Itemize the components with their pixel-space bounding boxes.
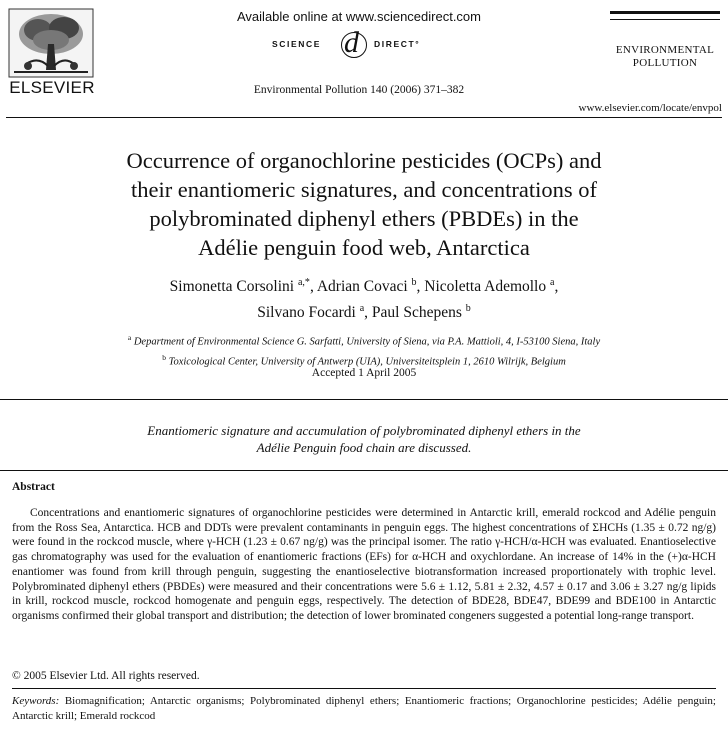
highlight-line: Adélie Penguin food chain are discussed. [256, 440, 472, 455]
tree-emblem-icon [8, 8, 94, 78]
highlight-top-divider [0, 399, 728, 400]
author-affiliation-marker[interactable]: a,* [297, 277, 310, 288]
journal-rule-thin [610, 19, 720, 20]
author-name[interactable]: Silvano Focardi [257, 304, 356, 322]
author-name[interactable]: Adrian Covaci [316, 278, 408, 296]
copyright-notice: © 2005 Elsevier Ltd. All rights reserved. [12, 670, 200, 682]
available-online-link[interactable]: Available online at www.sciencedirect.com [237, 9, 481, 24]
affiliation-item [30, 330, 698, 350]
journal-citation: Environmental Pollution 140 (2006) 371–382 [253, 84, 465, 96]
sd-logo-right-text: DIRECT° [374, 39, 421, 49]
title-line: Occurrence of organochlorine pesticides (OCPs) and [126, 148, 602, 173]
abstract-body: Concentrations and enantiomeric signatures of organochlorine pesticides were determined in Antarctic krill, emerald rockcod and Adélie penguin from the Ross Sea, Antarctica. HCB and DDTs were prevalent contaminants in penguin eggs. The highest concentrations of ΣHCHs (1.35 ± 0.72 ng/g) were found in the rockcod muscle, where γ-HCH (1.23 ± 0.67 ng/g) was the principal isomer. The ratio γ-HCH/α-HCH was evaluated. Enantioselective gas chromatography was used for the evaluation of enantiomeric fractions (EFs) for α-HCH and oxychlordane. An increase of 14% in the (+)α-HCH enantiomer was found from krill through penguin, suggesting the enantioselective biotransformation increased proportionately with trophic level. Polybrominated diphenyl ethers (PBDEs) were measured and their concentrations were 5.6 ± 1.12, 5.81 ± 2.32, 4.57 ± 0.17 and 3.06 ± 3.27 ng/g lipids in krill, rockcod muscle, rockcod homogenate and penguin eggs, respectively. The detection of BDE28, BDE47, BDE99 and BDE100 in Antarctic organisms confirmed their global transport and distribution; the detection of lower brominated congeners suggested a potential long-range transport. [12, 507, 716, 622]
affiliation-text: Department of Environmental Science G. Sarfatti, University of Siena, via P.A. Mattioli, 4, I-53100 Siena, Italy [133, 336, 601, 348]
highlight-bottom-divider [0, 470, 728, 471]
author-line [40, 272, 688, 298]
title-line: polybrominated diphenyl ethers (PBDEs) in the [149, 206, 579, 231]
author-separator: , [309, 278, 317, 296]
author-affiliation-marker[interactable]: b [465, 303, 471, 315]
highlight-line: Enantiomeric signature and accumulation of polybrominated diphenyl ethers in the [147, 423, 581, 438]
author-separator: , [416, 278, 425, 296]
publisher-name: ELSEVIER [9, 78, 95, 97]
author-name[interactable]: Simonetta Corsolini [169, 278, 295, 296]
journal-rule-thick [610, 11, 720, 14]
author-separator: , [554, 278, 559, 296]
journal-url-link[interactable]: www.elsevier.com/locate/envpol [578, 102, 722, 114]
abstract-heading: Abstract [12, 481, 55, 493]
author-affiliation-marker[interactable]: a [550, 277, 555, 288]
journal-name-line: ENVIRONMENTAL [615, 44, 715, 56]
author-separator: , [364, 304, 372, 322]
title-line: Adélie penguin food web, Antarctica [198, 235, 530, 260]
sd-logo-left-text: SCIENCE [272, 39, 321, 49]
author-affiliation-marker[interactable]: b [411, 277, 417, 288]
keywords-label: Keywords: [12, 695, 60, 707]
title-line: their enantiomeric signatures, and concentrations of [130, 177, 598, 202]
affiliation-marker: b [162, 352, 166, 362]
header-divider [6, 117, 722, 118]
author-affiliation-marker[interactable]: a [359, 303, 365, 315]
affiliations [30, 330, 698, 369]
article-title [40, 146, 688, 262]
sd-logo-mark: d [344, 26, 359, 59]
keywords-text: Biomagnification; Antarctic organisms; Polybrominated diphenyl ethers; Enantiomeric fractions; Organochlorine pesticides; Adélie penguin; Antarctic krill; Emerald rockcod [12, 695, 716, 722]
keywords [12, 694, 716, 723]
affiliation-marker: a [127, 333, 132, 342]
accepted-date: Accepted 1 April 2005 [311, 367, 417, 379]
author-list [40, 272, 688, 324]
journal-name-line: POLLUTION [632, 57, 698, 69]
author-name[interactable]: Paul Schepens [371, 304, 462, 322]
author-name[interactable]: Nicoletta Ademollo [424, 278, 547, 296]
keywords-divider [12, 688, 716, 689]
sciencedirect-logo [246, 26, 486, 60]
affiliation-text: Toxicological Center, University of Antwerp (UIA), Universiteitsplein 1, 2610 Wilrijk, Belgium [168, 356, 566, 367]
research-highlight [110, 422, 618, 456]
journal-name [604, 44, 726, 70]
author-line [40, 298, 688, 324]
